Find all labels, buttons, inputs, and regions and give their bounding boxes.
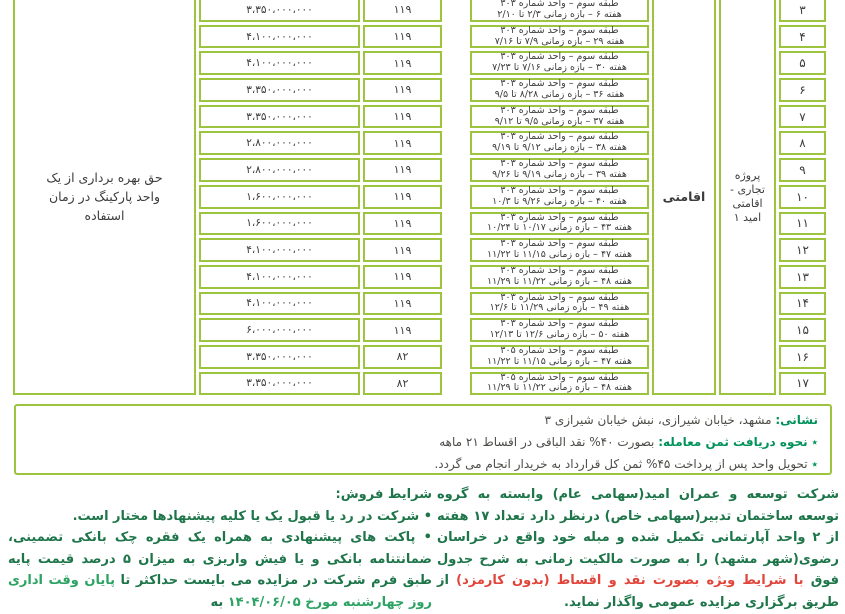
bullet-icon: • [423, 508, 432, 524]
delivery-value: تحویل واحد پس از پرداخت ۴۵% ثمن کل قرارداد به خریدار انجام می گردد. [434, 457, 808, 471]
payment-value: بصورت ۴۰% نقد الباقی در اقساط ۲۱ ماهه [439, 435, 655, 449]
row-number-cell: ۱۲ [779, 238, 826, 262]
unit-floor-line: طبقه سوم – واحد شماره ۳۰۳ [500, 131, 619, 143]
unit-floor-line: طبقه سوم – واحد شماره ۳۰۳ [500, 51, 619, 63]
unit-floor-line: طبقه سوم – واحد شماره ۳۰۳ [500, 264, 619, 276]
week-range-line: هفته ۴۷ – بازه زمانی ۱۱/۱۵ تا ۱۱/۲۲ [487, 355, 632, 367]
unit-floor-line: طبقه سوم – واحد شماره ۳۰۳ [500, 158, 619, 170]
star-bullet-icon: ٭ [811, 435, 818, 449]
address-label: نشانی: [775, 413, 818, 427]
category-cell: اقامتی [652, 0, 716, 395]
row-number-cell: ۸ [779, 131, 826, 155]
row-number-cell: ۶ [779, 78, 826, 102]
price-cell: ۲،۸۰۰،۰۰۰،۰۰۰ [199, 131, 360, 155]
announcement-highlight: با شرایط ویژه بصورت نقد و اقساط (بدون کارمزد) [456, 573, 804, 589]
unit-floor-line: طبقه سوم – واحد شماره ۳۰۳ [500, 211, 619, 223]
area-cell: ۱۱۹ [363, 0, 442, 22]
announcement-paragraph [437, 484, 839, 614]
unit-floor-line: طبقه سوم – واحد شماره ۳۰۳ [500, 0, 619, 10]
unit-floor-line: طبقه سوم – واحد شماره ۳۰۳ [500, 238, 619, 250]
unit-description-cell [470, 238, 649, 262]
sale-terms-title: شرایط فروش: [335, 487, 432, 502]
week-range-line: هفته ۴۹ – بازه زمانی ۱۱/۲۹ تا ۱۲/۶ [489, 302, 630, 314]
price-cell: ۴،۱۰۰،۰۰۰،۰۰۰ [199, 292, 360, 316]
unit-floor-line: طبقه سوم – واحد شماره ۳۰۳ [500, 78, 619, 90]
price-cell: ۳،۳۵۰،۰۰۰،۰۰۰ [199, 78, 360, 102]
row-number-cell: ۹ [779, 158, 826, 182]
unit-description-cell [470, 345, 649, 369]
row-number-cell: ۱۰ [779, 185, 826, 209]
week-range-line: هفته ۵۰ – بازه زمانی ۱۲/۶ تا ۱۲/۱۳ [489, 329, 630, 341]
price-cell: ۲،۸۰۰،۰۰۰،۰۰۰ [199, 158, 360, 182]
term-item [8, 527, 432, 613]
sale-terms [8, 484, 432, 614]
area-cell: ۱۱۹ [363, 51, 442, 75]
unit-description-cell [470, 185, 649, 209]
area-cell: ۱۱۹ [363, 265, 442, 289]
unit-floor-line: طبقه سوم – واحد شماره ۳۰۳ [500, 104, 619, 116]
row-number-cell: ۵ [779, 51, 826, 75]
unit-description-cell [470, 25, 649, 49]
area-cell: ۱۱۹ [363, 292, 442, 316]
area-cell: ۱۱۹ [363, 318, 442, 342]
price-cell: ۴،۱۰۰،۰۰۰،۰۰۰ [199, 25, 360, 49]
row-number-cell: ۱۷ [779, 372, 826, 396]
row-number-cell: ۱۵ [779, 318, 826, 342]
week-range-line: هفته ۴۰ – بازه زمانی ۹/۲۶ تا ۱۰/۳ [492, 195, 627, 207]
week-range-line: هفته ۴۷ – بازه زمانی ۱۱/۱۵ تا ۱۱/۲۲ [487, 249, 632, 261]
price-cell: ۴،۱۰۰،۰۰۰،۰۰۰ [199, 51, 360, 75]
row-number-cell: ۱۶ [779, 345, 826, 369]
row-number-cell: ۷ [779, 105, 826, 129]
area-cell: ۱۱۹ [363, 25, 442, 49]
unit-description-cell [470, 105, 649, 129]
unit-description-cell [470, 158, 649, 182]
parking-note-cell: حق بهره برداری از یک واحد پارکینگ در زمان استفاده [13, 0, 196, 395]
week-range-line: هفته ۴۸ – بازه زمانی ۱۱/۲۲ تا ۱۱/۲۹ [487, 382, 632, 394]
unit-floor-line: طبقه سوم – واحد شماره ۳۰۳ [500, 184, 619, 196]
price-cell: ۳،۳۵۰،۰۰۰،۰۰۰ [199, 345, 360, 369]
project-name-cell: پروژه تجاری - اقامتی امید ۱ [719, 0, 776, 395]
row-number-cell: ۱۳ [779, 265, 826, 289]
area-cell: ۱۱۹ [363, 185, 442, 209]
week-range-line: هفته ۳۶ – بازه زمانی ۸/۲۸ تا ۹/۵ [494, 88, 625, 100]
price-cell: ۴،۱۰۰،۰۰۰،۰۰۰ [199, 265, 360, 289]
unit-description-cell [470, 78, 649, 102]
unit-floor-line: طبقه سوم – واحد شماره ۳۰۳ [500, 291, 619, 303]
unit-description-cell [470, 265, 649, 289]
week-range-line: هفته ۳۸ – بازه زمانی ۹/۱۲ تا ۹/۱۹ [492, 142, 627, 154]
week-range-line: هفته ۳۷ – بازه زمانی ۹/۵ تا ۹/۱۲ [494, 115, 625, 127]
payment-label: نحوه دریافت ثمن معامله: [658, 435, 808, 449]
price-cell: ۱،۶۰۰،۰۰۰،۰۰۰ [199, 185, 360, 209]
unit-description-cell [470, 318, 649, 342]
week-range-line: هفته ۳۰ – بازه زمانی ۷/۱۶ تا ۷/۲۳ [492, 62, 627, 74]
price-cell: ۳،۳۵۰،۰۰۰،۰۰۰ [199, 105, 360, 129]
week-range-line: هفته ۶ – بازه زمانی ۲/۳ تا ۲/۱۰ [497, 8, 622, 20]
unit-description-cell [470, 0, 649, 22]
row-number-cell: ۳ [779, 0, 826, 22]
info-box [14, 404, 832, 475]
unit-floor-line: طبقه سوم – واحد شماره ۳۰۵ [500, 344, 619, 356]
term-item-2-text: پاکت های پیشنهادی به همراه یک فقره چک بانکی تضمینی، ضمانتنامه بانکی و یا فیش واریزی به میزان ۵ درصد قیمت پایه طبق فرم شرکت در مزایده می بایست حداکثر تا [8, 530, 432, 589]
price-cell: ۱،۶۰۰،۰۰۰،۰۰۰ [199, 212, 360, 236]
area-cell: ۱۱۹ [363, 212, 442, 236]
unit-description-cell [470, 212, 649, 236]
unit-description-cell [470, 131, 649, 155]
payment-line [24, 431, 818, 453]
area-cell: ۱۱۹ [363, 105, 442, 129]
area-cell: ۸۲ [363, 372, 442, 396]
row-number-cell: ۱۴ [779, 292, 826, 316]
star-bullet-icon: ٭ [811, 457, 818, 471]
bullet-icon: • [423, 530, 432, 546]
price-cell: ۳،۳۵۰،۰۰۰،۰۰۰ [199, 372, 360, 396]
announcement-text-1: شرکت توسعه و عمران امید(سهامی عام) وابسته به گروه توسعه ساختمان تدبیر(سهامی خاص) درنظر دارد تعداد ۱۷ هفته از ۲ واحد آپارتمانی تکمیل شده و مبله خود واقع در خراسان رضوی(شهر مشهد) را به صورت مالکیت زمانی به شرح جدول فوق [437, 487, 840, 589]
unit-description-cell [470, 292, 649, 316]
unit-description-cell [470, 372, 649, 396]
week-range-line: هفته ۴۸ – بازه زمانی ۱۱/۲۲ تا ۱۱/۲۹ [487, 275, 632, 287]
address-line [24, 409, 818, 431]
price-cell: ۴،۱۰۰،۰۰۰،۰۰۰ [199, 238, 360, 262]
area-cell: ۸۲ [363, 345, 442, 369]
unit-description-cell [470, 51, 649, 75]
term-item-2-tail: به [210, 594, 228, 610]
auction-table [13, 0, 826, 395]
row-number-cell: ۱۱ [779, 212, 826, 236]
week-range-line: هفته ۴۳ – بازه زمانی ۱۰/۱۷ تا ۱۰/۲۴ [487, 222, 632, 234]
area-cell: ۱۱۹ [363, 131, 442, 155]
price-cell: ۳،۳۵۰،۰۰۰،۰۰۰ [199, 0, 360, 22]
term-item-1-text: شرکت در رد یا قبول یک یا کلیه پیشنهادها مختار است. [72, 508, 420, 524]
week-range-line: هفته ۳۹ – بازه زمانی ۹/۱۹ تا ۹/۲۶ [492, 168, 627, 180]
unit-floor-line: طبقه سوم – واحد شماره ۳۰۳ [500, 318, 619, 330]
area-cell: ۱۱۹ [363, 158, 442, 182]
term-item-2-deadline: پایان وقت اداری روز چهارشنبه مورخ ۱۴۰۴/۰۶/۰۵ [8, 573, 432, 610]
area-cell: ۱۱۹ [363, 238, 442, 262]
price-cell: ۶،۰۰۰،۰۰۰،۰۰۰ [199, 318, 360, 342]
unit-floor-line: طبقه سوم – واحد شماره ۳۰۳ [500, 24, 619, 36]
unit-floor-line: طبقه سوم – واحد شماره ۳۰۵ [500, 371, 619, 383]
area-cell: ۱۱۹ [363, 78, 442, 102]
week-range-line: هفته ۲۹ – بازه زمانی ۷/۹ تا ۷/۱۶ [494, 35, 625, 47]
delivery-line [24, 453, 818, 475]
term-item [8, 506, 432, 528]
announcement-text-2: از طریق برگزاری مزایده عمومی واگذار نماید. [437, 573, 839, 610]
row-number-cell: ۴ [779, 25, 826, 49]
address-value: مشهد، خیابان شیرازی، نبش خیابان شیرازی ۳ [544, 413, 772, 427]
